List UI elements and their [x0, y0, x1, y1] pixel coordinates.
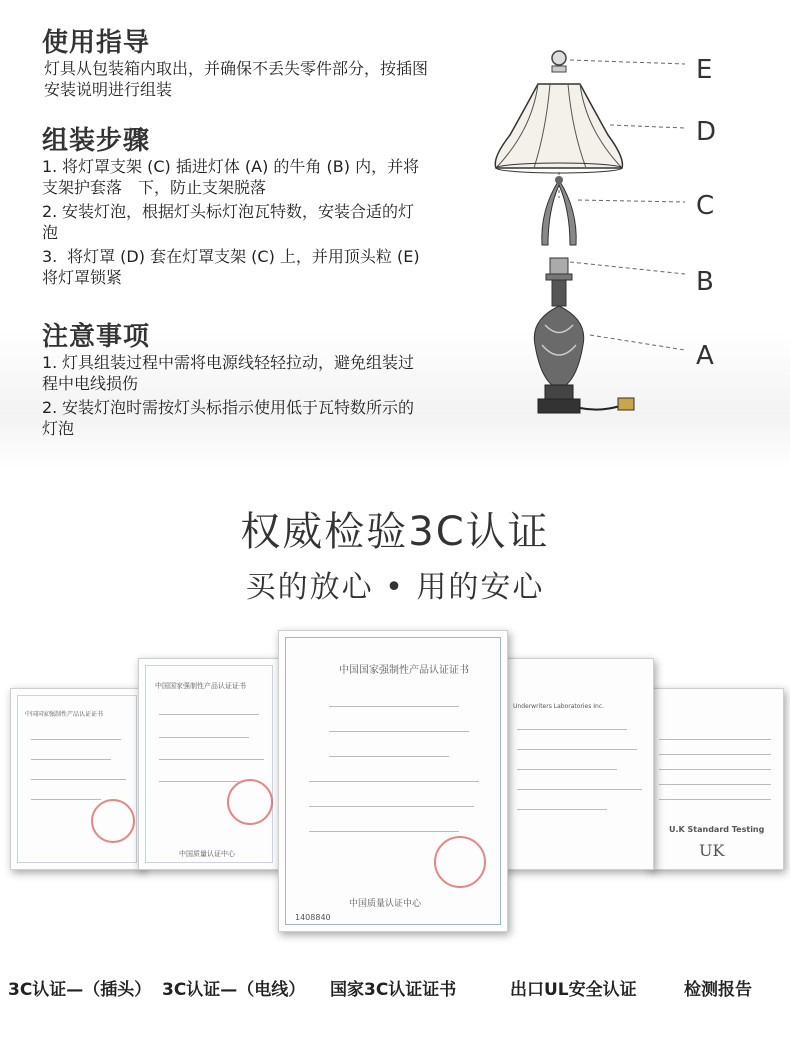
lampshade-part: [495, 84, 622, 173]
assembly-title: 组装步骤: [42, 126, 151, 156]
note-1: 1. 灯具组装过程中需将电源线轻轻拉动，避免组装过程中电线损伤: [42, 353, 415, 393]
label-b: B: [696, 267, 714, 297]
certificate-uk-test-report: [648, 688, 784, 870]
slogan-block: [0, 500, 790, 605]
label-c: C: [696, 191, 715, 221]
cert-header: 中国国家强制性产品认证证书: [339, 665, 469, 676]
caption-3c-plug: 3C认证—（插头）: [8, 980, 152, 1000]
notes-list: [42, 352, 422, 442]
cert-header: 中国国家强制性产品认证证书: [155, 682, 246, 690]
label-d: D: [696, 117, 717, 147]
slogan-title: 权威检验3C认证: [240, 509, 550, 555]
red-seal: [434, 836, 486, 888]
red-seal: [91, 799, 135, 843]
slogan-subtitle: 买的放心 • 用的安心: [245, 570, 545, 605]
assembly-step-1: 1. 将灯罩支架 (C) 插进灯体 (A) 的牛角 (B) 内，并将支架护套落 下，防止支架脱落: [42, 157, 420, 197]
uk-logo: UK: [699, 841, 725, 860]
red-seal: [227, 779, 273, 825]
caption-national-3c: 国家3C认证证书: [330, 980, 457, 1000]
caption-3c-cable: 3C认证—（电线）: [162, 980, 306, 1000]
notes-title: 注意事项: [42, 322, 151, 352]
assembly-step-2: 2. 安装灯泡，根据灯头标灯泡瓦特数，安装合适的灯泡: [42, 202, 415, 242]
guide-title: 使用指导: [42, 28, 151, 58]
certificate-national-3c: [278, 630, 508, 932]
assembly-instructions-section: [0, 0, 790, 470]
ul-header: Underwriters Laboratories Inc.: [513, 703, 605, 710]
finial-part: [552, 51, 566, 72]
assembly-steps: [42, 156, 422, 291]
lamp-body-part: [534, 258, 634, 413]
uk-header: U.K Standard Testing: [669, 825, 765, 834]
certificate-captions: [0, 975, 790, 1005]
label-e: E: [696, 55, 713, 85]
certificates-gallery: [0, 630, 790, 960]
assembly-step-3: 3. 将灯罩 (D) 套在灯罩支架 (C) 上，并用顶头粒 (E) 将灯罩锁紧: [42, 247, 420, 287]
guide-text: 灯具从包装箱内取出，并确保不丢失零件部分，按插图安装说明进行组装: [44, 59, 429, 99]
certificate-3c-plug: [10, 688, 144, 870]
caption-test-report: 检测报告: [684, 980, 752, 1000]
lamp-assembly-diagram: [490, 40, 770, 440]
certificate-ul: [502, 658, 654, 870]
cert-org: 中国质量认证中心: [179, 850, 235, 858]
caption-ul: 出口UL安全认证: [510, 980, 637, 1000]
cert-org: 中国质量认证中心: [349, 899, 422, 909]
label-a: A: [696, 341, 714, 371]
cert-header: 中国国家强制性产品认证证书: [25, 711, 104, 718]
certificate-3c-cable: [138, 658, 280, 870]
cert-number: 1408840: [295, 913, 331, 922]
note-2: 2. 安装灯泡时需按灯头标指示使用低于瓦特数所示的灯泡: [42, 398, 415, 438]
